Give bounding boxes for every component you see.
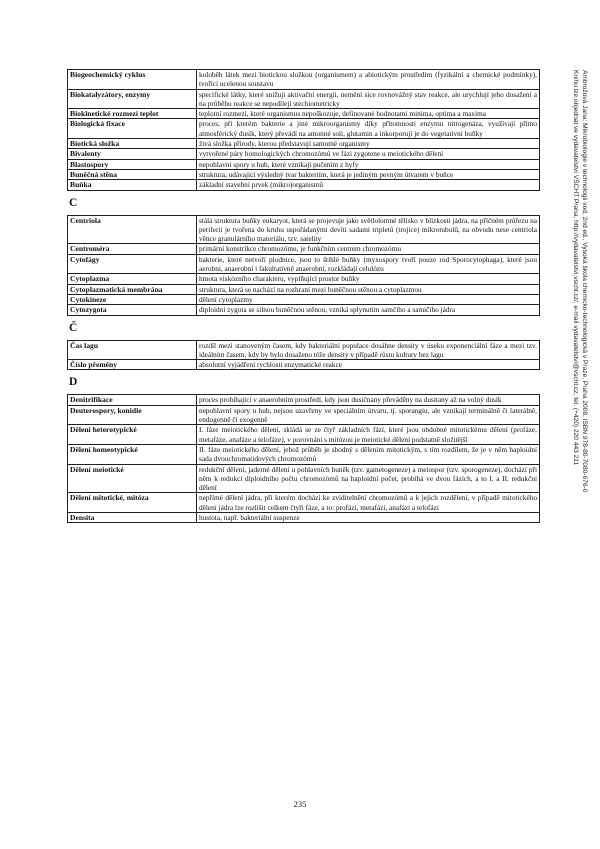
glossary-definition: nepohlavní spory u hub, nejsou uzavřeny ve speciálním útvaru, tj. sporangiu, ale vznikají terminálně či laterálně, endogenně či exogenně [197,405,540,425]
glossary-term: Denitrifikace [68,395,197,405]
section-letter: Č [69,321,78,334]
glossary-definition: hmota viskózního charakteru, vyplňující prostor buňky [197,274,540,284]
glossary-row [68,89,540,109]
glossary-row [68,405,540,425]
glossary-term: Cytoplazma [68,274,197,284]
glossary-definition: živá složka přírody, kterou představují samotné organismy [197,139,540,149]
glossary-term: Blastospory [68,159,197,169]
glossary-definition: bakterie, které netvoří plodnice, jsou to štíhlé buňky (myxospory tvoří pouze rod Sporocytophaga), které jsou aerobní, anaerobní i fakultativně anaerobní, rozkládají celulózu [197,254,540,274]
glossary [67,69,540,523]
glossary-term: Biogeochemický cyklus [68,70,197,90]
glossary-term: Cytoplazmatická membrána [68,284,197,294]
glossary-definition: proces probíhající v anaerobním prostředí, kdy jsou dusičnany převáděny na dusitany až na volný dusík [197,395,540,405]
glossary-term: Bivalenty [68,149,197,159]
glossary-row [68,159,540,169]
glossary-row [68,512,540,522]
glossary-definition: nepohlavní spory u hub, které vznikají pučením z hyfy [197,159,540,169]
glossary-row [68,169,540,179]
side-note-line: Ambrožová Jana: Mikrobiologie v technologii vod, 2nd ed., Vysoká škola chemicko-technologická v Praze, Praha 2008, ISBN 978-80-7080-676-0 [581,70,588,493]
glossary-definition: stálá struktura buňky eukaryot, která se projevuje jako světlolomné tělísko v blízkosti jádra, na příčném průřezu na periferii je tvořena do kruhu uspořádanými devíti sadami tripletů (trojice) mikrotubulů, na obvodu nese centriola věnce granulárního materiálu, tzv. satelity [197,215,540,244]
glossary-term: Cytofágy [68,254,197,274]
glossary-row [68,70,540,90]
glossary-row [68,139,540,149]
side-note-line: Knihu lze objednat ve vydavatelství VŠCHT Praha, http://vydavatelstvi.vscht.cz/, e-mail vydavatelstvi@vscht.cz, tel. (+420) 220 443 211 [572,70,579,466]
glossary-term: Deuterospory, konidie [68,405,197,425]
glossary-definition: proces, při kterém bakterie a jiné mikroorganismy díky přítomnosti enzymu nitrogenáza, využívají přímo atmosférický dusík, který převádí na amonné soli, glutamin a inkorporují je do vegetativní buňky [197,119,540,139]
glossary-definition: rozdíl mezi stanoveným časem, kdy bakteriální populace dosáhne density v úseku exponenciální fáze a mezi tzv. ideálním časem, kdy by bylo dosaženo téže density v případě růstu kultury bez lagu [197,340,540,360]
glossary-definition: struktura, udávající výsledný tvar bakteriím, která je jediným pevným útvarem v buňce [197,169,540,179]
glossary-definition: vytvořené páry homologických chromozómů ve fázi zygotene u meiotického dělení [197,149,540,159]
glossary-term: Dělení homeotypické [68,444,197,464]
glossary-definition: teplotní rozmezí, které organismus nepoškozuje, definované hodnotami minima, optima a maxima [197,109,540,119]
glossary-definition: I. fáze meiotického dělení, skládá se ze čtyř základních fází, které jsou obdobné mitotickému dělení (profáze, metafáze, anafáze a telofáze), v porovnání s mitózou je meiotické dělení podstatně složitější [197,425,540,445]
glossary-term: Buněčná stěna [68,169,197,179]
glossary-term: Číslo přeměny [68,360,197,370]
glossary-row [68,425,540,445]
glossary-table-b [67,69,540,191]
glossary-term: Dělení heterotypické [68,425,197,445]
glossary-term: Biotická složka [68,139,197,149]
glossary-row [68,180,540,190]
glossary-row [68,305,540,315]
glossary-definition: primární konstrikce chromozómu, je funkčním centrem chromozómu [197,244,540,254]
glossary-definition: absolutní vyjádření rychlosti enzymatické reakce [197,360,540,370]
glossary-row [68,244,540,254]
glossary-row [68,444,540,464]
section-letter: D [69,376,78,389]
glossary-row [68,284,540,294]
glossary-term: Dělení meiotické [68,464,197,493]
glossary-term: Čas lagu [68,340,197,360]
glossary-definition: nepřímé dělení jádra, při kterém dochází ke zviditelnění chromozómů a k jejich rozdělení, v případě mitotického dělení jádra lze rozlišit celkem čtyři fáze, a to: profázi, metafázi, anafázi a telofázi [197,493,540,513]
glossary-table-d [67,394,540,523]
glossary-term: Centriola [68,215,197,244]
glossary-row [68,493,540,513]
side-note-text [571,70,589,670]
page-number: 235 [293,799,307,809]
glossary-row [68,340,540,360]
glossary-row [68,464,540,493]
glossary-term: Biokatalyzátory, enzymy [68,89,197,109]
glossary-table-c [67,215,540,316]
glossary-term: Cytozygota [68,305,197,315]
section-letter: C [69,196,78,209]
side-note [561,70,589,670]
glossary-definition: diploidní zygota se silnou buněčnou stěnou, vzniká splynutím samčího a samičího jádra [197,305,540,315]
glossary-row [68,395,540,405]
glossary-row [68,294,540,304]
glossary-row [68,109,540,119]
glossary-table-c-caron [67,340,540,371]
glossary-definition: redukční dělení, jaderné dělení u pohlavních buněk (tzv. gametogeneze) a meiospor (tzv. sporogeneze), dochází při něm k redukci diploidního počtu chromozómů na haploidní počet, probíhá ve dvou fázích, a to I. a II. redukční dělení [197,464,540,493]
glossary-definition: základní stavební prvek (mikro)organismů [197,180,540,190]
glossary-definition: struktura, která se nachází na rozhraní mezi buněčnou stěnou a cytoplazmou [197,284,540,294]
glossary-row [68,360,540,370]
glossary-term: Biologická fixace [68,119,197,139]
glossary-row [68,215,540,244]
glossary-definition: koloběh látek mezi biotickou složkou (organismem) a abiotickým prostředím (fyzikální a chemické podmínky), tvořící ucelenou soustavu [197,70,540,90]
glossary-row [68,274,540,284]
glossary-definition: II. fáze meiotického dělení, jehož průběh je shodný s dělením mitotickým, s tím rozdílem, že je v něm haploidní sada dvouchromatidových chromozómů [197,444,540,464]
glossary-row [68,254,540,274]
glossary-definition: dělení cytoplazmy [197,294,540,304]
glossary-definition: hustota, např. bakteriální suspenze [197,512,540,522]
glossary-term: Dělení mitotické, mitóza [68,493,197,513]
glossary-term: Densita [68,512,197,522]
glossary-term: Biokinetické rozmezí teplot [68,109,197,119]
glossary-row [68,119,540,139]
glossary-definition: specifické látky, které snižují aktivační energii, nemění sice rovnovážný stav reakce, ale urychlují jeho dosažení a na průběhu reakce se nepodílejí stechiometricky [197,89,540,109]
glossary-term: Buňka [68,180,197,190]
glossary-term: Centroméra [68,244,197,254]
glossary-row [68,149,540,159]
glossary-term: Cytokineze [68,294,197,304]
